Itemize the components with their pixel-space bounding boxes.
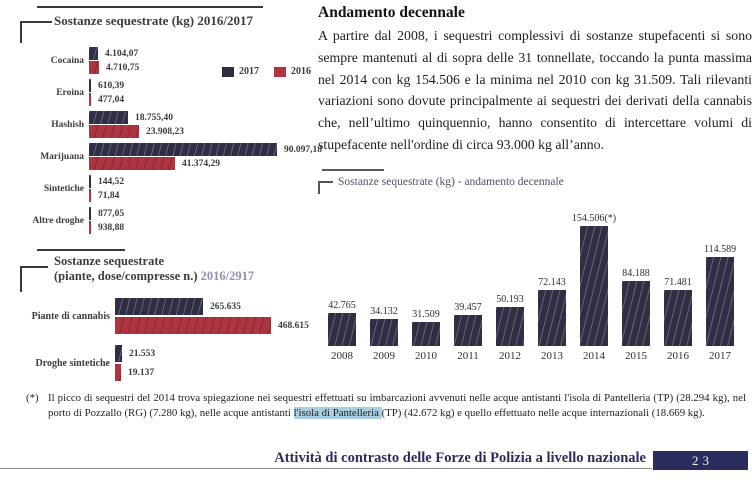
value-label: 468.615: [278, 320, 309, 331]
bar-2016: [664, 290, 692, 346]
article-column: [318, 4, 752, 362]
chart3-column-2015: [622, 268, 650, 362]
bar-2016-eroina: [89, 93, 125, 106]
chart2-row-piante-di-cannabis: [18, 296, 358, 336]
chart3-top-rule: [322, 169, 384, 171]
article-heading: Andamento decennale: [318, 4, 465, 21]
bar-2017-altre-droghe: [89, 207, 125, 220]
bar-2016-sintetiche: [89, 189, 120, 202]
bar-2014: [580, 226, 608, 346]
chart3-column-2008: [328, 300, 356, 362]
bar-2017: [706, 257, 734, 346]
footer-title: Attività di contrasto delle Forze di Polizia a livello nazionale: [274, 450, 646, 466]
value-label: 265.635: [210, 301, 241, 312]
bar-2016-droghe-sintetiche: [115, 364, 155, 381]
bar-2016-altre-droghe: [89, 221, 125, 234]
bar-2012: [496, 307, 524, 346]
chart3-column-2011: [454, 302, 482, 362]
value-label: 34.132: [370, 305, 398, 317]
bar-2008: [328, 313, 356, 346]
chart1-rows: [18, 46, 320, 238]
value-label: 4.104,07: [105, 48, 139, 59]
chart-andamento-decennale: [318, 169, 752, 362]
chart2-rows: [18, 296, 358, 390]
value-label: 477,04: [98, 94, 125, 105]
bar-2017-hashish: [89, 111, 173, 124]
value-label: 71.481: [664, 276, 692, 288]
chart1-row-cocaina: [18, 46, 320, 75]
bar-2013: [538, 290, 566, 346]
category-label: Droghe sintetiche: [35, 357, 110, 369]
chart3-column-2010: [412, 309, 440, 362]
chart3-column-2009: [370, 306, 398, 362]
value-label: 41.374,29: [182, 158, 220, 169]
value-label: 938,88: [98, 222, 125, 233]
legend-label: 2016: [291, 66, 311, 77]
chart1-title-bracket: [20, 21, 52, 43]
bar-pair: [89, 46, 320, 75]
chart3-title-bracket: [318, 181, 333, 194]
bar-2017-marijuana: [89, 143, 322, 156]
chart3-header: [318, 175, 752, 194]
chart1-row-sintetiche: [18, 174, 320, 203]
value-label: 31.509: [412, 308, 440, 320]
bar-2016-piante-di-cannabis: [115, 317, 309, 334]
chart2-title-line1: Sostanze sequestrate: [54, 254, 165, 268]
value-label: 90.097,18: [284, 144, 322, 155]
value-label: 23.908,23: [146, 126, 184, 137]
bar-2009: [370, 319, 398, 346]
footnote-marker: (*): [26, 392, 39, 404]
value-label: 50.193: [496, 293, 524, 305]
chart2-title: [54, 254, 254, 284]
value-label: 4.710,75: [106, 62, 140, 73]
chart1-row-hashish: [18, 110, 320, 139]
legend-label: 2017: [239, 66, 259, 77]
bar-pair: [89, 110, 320, 139]
year-label: 2013: [541, 349, 563, 362]
chart3-column-2012: [496, 294, 524, 362]
footer-rule: [0, 468, 652, 469]
bar-pair: [89, 174, 320, 203]
category-label: Altre droghe: [32, 215, 84, 226]
value-label: 114.589: [703, 243, 737, 255]
bar-2017-sintetiche: [89, 175, 125, 188]
bar-2015: [622, 281, 650, 346]
bar-2016-marijuana: [89, 157, 220, 170]
year-label: 2017: [709, 349, 731, 362]
year-label: 2015: [625, 349, 647, 362]
category-label: Marijuana: [40, 151, 84, 162]
bar-pair: [89, 142, 320, 171]
article-body: A partire dal 2008, i sequestri complessivi di sostanze stupefacenti si sono sempre mantenuti al di sopra delle 31 tonnellate, toccando la punta massima nel 2014 con kg 154.506 e la minima nel 2010 con kg 31.509. Tali rilevanti variazioni sono dovute principalmente ai sequestri dei derivati della cannabis che, nell’ultimo quinquennio, hanno consentito di intercettare volumi di stupefacente nell'ordine di circa 93.000 kg all’anno.: [318, 28, 752, 152]
bar-2010: [412, 322, 440, 346]
chart3-column-2013: [538, 277, 566, 362]
chart3-column-2016: [664, 277, 692, 362]
category-label: Piante di cannabis: [31, 310, 110, 322]
value-label: 144,52: [98, 176, 125, 187]
chart2-title-years: 2016/2917: [200, 269, 255, 283]
year-label: 2008: [331, 349, 353, 362]
bar-pair: [89, 78, 320, 107]
value-label: 19.137: [128, 367, 155, 378]
footnote-text-before: Il picco di sequestri del 2014 trova spiegazione nei sequestri effettuati su imbarcazioni avvenuti nelle acque antistanti l'isola di Pantelleria (TP) (28.294 kg), nel porto di Pozzallo (RG) (7.280 kg), nelle acque antistanti: [48, 392, 746, 420]
value-label: 71,84: [98, 190, 120, 201]
chart1-top-rule: [37, 6, 263, 8]
footnote-highlighted-text: l'isola di Pantelleria: [293, 407, 382, 420]
year-label: 2012: [499, 349, 521, 362]
year-label: 2011: [457, 349, 479, 362]
bar-2017-piante-di-cannabis: [115, 298, 241, 315]
value-label: 42.765: [328, 299, 356, 311]
chart3-bars: [318, 204, 752, 362]
chart1-row-altre-droghe: [18, 206, 320, 235]
footnote-text: [48, 391, 746, 422]
bar-2017-droghe-sintetiche: [115, 345, 156, 362]
value-label: 154.506(*): [571, 212, 617, 224]
bar-2017-cocaina: [89, 47, 139, 60]
category-label: Sintetiche: [43, 183, 84, 194]
chart1-row-eroina: [18, 78, 320, 107]
chart1-row-marijuana: [18, 142, 320, 171]
bar-2016-cocaina: [89, 61, 140, 74]
year-label: 2010: [415, 349, 437, 362]
year-label: 2009: [373, 349, 395, 362]
value-label: 72.143: [538, 276, 566, 288]
bar-2016-hashish: [89, 125, 184, 138]
category-label: Cocaina: [50, 55, 84, 66]
value-label: 84.188: [622, 267, 650, 279]
bar-2011: [454, 315, 482, 346]
chart3-title: Sostanze sequestrate (kg) - andamento decennale: [338, 175, 564, 188]
chart1-title: Sostanze sequestrate (kg) 2016/2017: [54, 13, 253, 28]
chart2-title-bracket: [20, 266, 48, 292]
chart2-title-line2: (piante, dose/compresse n.): [54, 269, 198, 283]
page-number-badge: 23: [653, 451, 748, 470]
year-label: 2016: [667, 349, 689, 362]
bar-pair: [89, 206, 320, 235]
chart3-column-2017: [703, 243, 737, 362]
footnote: [26, 391, 746, 422]
bar-2017-eroina: [89, 79, 125, 92]
value-label: 18.755,40: [135, 112, 173, 123]
value-label: 877,05: [98, 208, 125, 219]
year-label: 2014: [583, 349, 605, 362]
chart2-top-rule: [37, 249, 125, 251]
value-label: 610,39: [98, 80, 125, 91]
category-label: Eroina: [56, 87, 84, 98]
value-label: 21.553: [129, 348, 156, 359]
footnote-text-after: (TP) (42.672 kg) e quello effettuato nelle acque internazionali (18.669 kg).: [381, 407, 705, 420]
chart3-column-2014: [571, 212, 617, 362]
chart2-row-droghe-sintetiche: [18, 343, 358, 383]
value-label: 39.457: [454, 301, 482, 313]
category-label: Hashish: [51, 119, 84, 130]
